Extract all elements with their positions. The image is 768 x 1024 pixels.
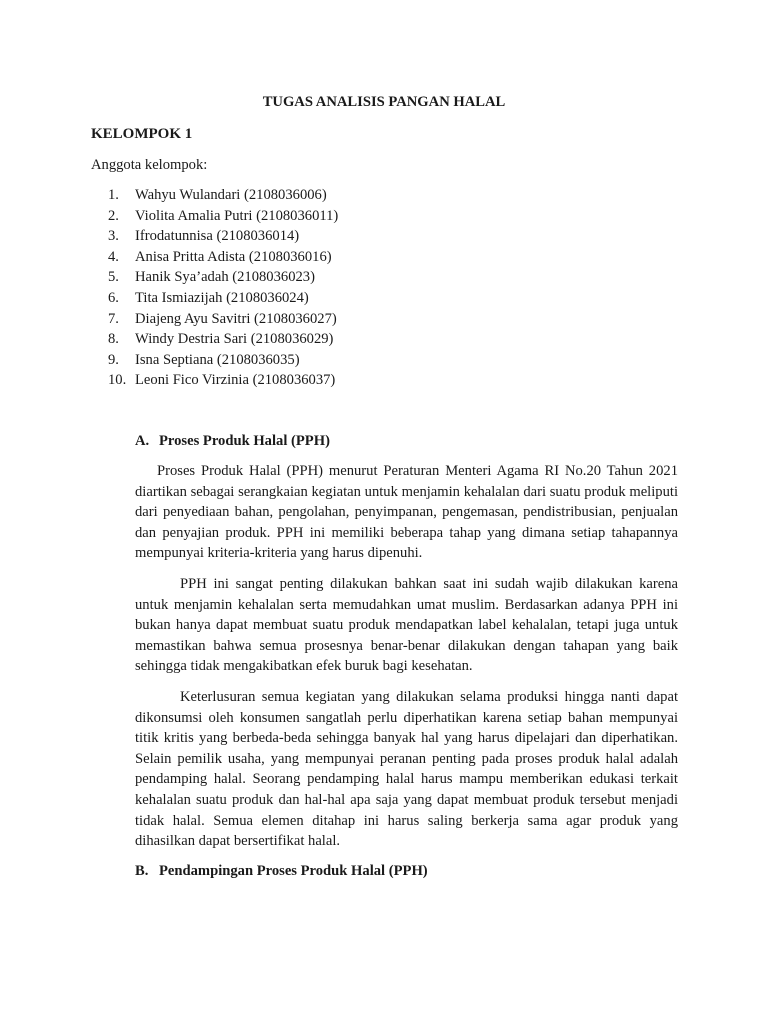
member-name: Wahyu Wulandari (2108036006) bbox=[135, 187, 327, 203]
member-name: Diajeng Ayu Savitri (2108036027) bbox=[135, 310, 337, 327]
paragraph-1: Proses Produk Halal (PPH) menurut Peraturan Menteri Agama RI No.20 Tahun 2021 diartikan sebagai serangkaian kegiatan untuk menjamin kehalalan dari suatu produk meliputi dari penyediaan bahan, pengolahan, penyimpanan, pengemasan, pendistribusian, penjualan dan penyajian produk. PPH ini memiliki beberapa tahap yang dimana setiap tahapannya mempunyai kriteria-kriteria yang harus dipenuhi. bbox=[135, 463, 678, 562]
section-b-heading bbox=[135, 862, 428, 880]
list-number: 7. bbox=[108, 310, 119, 327]
member-name: Ifrodatunnisa (2108036014) bbox=[135, 228, 300, 245]
member-name: Leoni Fico Virzinia (2108036037) bbox=[135, 372, 336, 389]
paragraph-2: PPH ini sangat penting dilakukan bahkan saat ini sudah wajib dilakukan karena untuk menjamin kehalalan serta memudahkan umat muslim. Berdasarkan adanya PPH ini bukan hanya dapat membuat suatu produk mendapatkan label kehalalan, tetapi juga untuk memastikan bahwa semua prosesnya benar-benar dilakukan dengan tahapan yang baik sehingga tidak mengakibatkan efek buruk bagi kesehatan. bbox=[135, 576, 678, 675]
list-number: 8. bbox=[108, 331, 119, 348]
section-a-title: Proses Produk Halal (PPH) bbox=[159, 433, 330, 449]
member-list bbox=[108, 185, 338, 391]
list-number: 2. bbox=[108, 207, 119, 224]
document-title: TUGAS ANALISIS PANGAN HALAL bbox=[262, 94, 506, 110]
list-item bbox=[108, 370, 338, 391]
list-item bbox=[108, 267, 338, 288]
section-a-heading bbox=[135, 432, 330, 450]
list-item bbox=[108, 226, 338, 247]
list-number: 1. bbox=[108, 187, 119, 203]
list-item bbox=[108, 247, 338, 268]
member-name: Windy Destria Sari (2108036029) bbox=[135, 331, 334, 348]
member-name: Hanik Sya’adah (2108036023) bbox=[135, 269, 315, 286]
list-number: 4. bbox=[108, 248, 119, 265]
member-name: Isna Septiana (2108036035) bbox=[135, 351, 300, 368]
list-number: 10. bbox=[108, 372, 127, 389]
list-number: 6. bbox=[108, 289, 119, 306]
member-name: Tita Ismiazijah (2108036024) bbox=[135, 289, 309, 306]
list-item bbox=[108, 309, 338, 330]
list-item bbox=[108, 288, 338, 309]
member-name: Anisa Pritta Adista (2108036016) bbox=[135, 248, 332, 265]
list-number: 5. bbox=[108, 269, 119, 286]
member-name: Violita Amalia Putri (2108036011) bbox=[135, 207, 339, 224]
members-label: Anggota kelompok: bbox=[91, 157, 208, 173]
list-number: 3. bbox=[108, 228, 119, 245]
section-a-letter: A. bbox=[135, 433, 150, 449]
section-b-title: Pendampingan Proses Produk Halal (PPH) bbox=[159, 863, 428, 879]
list-item bbox=[108, 350, 338, 371]
group-heading: KELOMPOK 1 bbox=[91, 126, 193, 142]
list-number: 9. bbox=[108, 351, 119, 368]
section-b-letter: B. bbox=[135, 863, 149, 879]
paragraph-3: Keterlusuran semua kegiatan yang dilakukan selama produksi hingga nanti dapat dikonsumsi oleh konsumen sangatlah perlu diperhatikan karena setiap bahan mempunyai titik kritis yang berbeda-beda sehingga banyak hal yang harus dipelajari dan diperhatikan. Selain pemilik usaha, yang mempunyai peranan penting pada proses produk halal adalah pendamping halal. Seorang pendamping halal harus mampu memberikan edukasi terkait kehalalan suatu produk dan hal-hal apa saja yang dapat membuat produk tersebut menjadi tidak halal. Semua elemen ditahap ini harus saling berkerja sama agar produk yang dihasilkan dapat bersertifikat halal. bbox=[135, 689, 678, 850]
list-item bbox=[108, 329, 338, 350]
list-item bbox=[108, 185, 338, 206]
list-item bbox=[108, 206, 338, 227]
